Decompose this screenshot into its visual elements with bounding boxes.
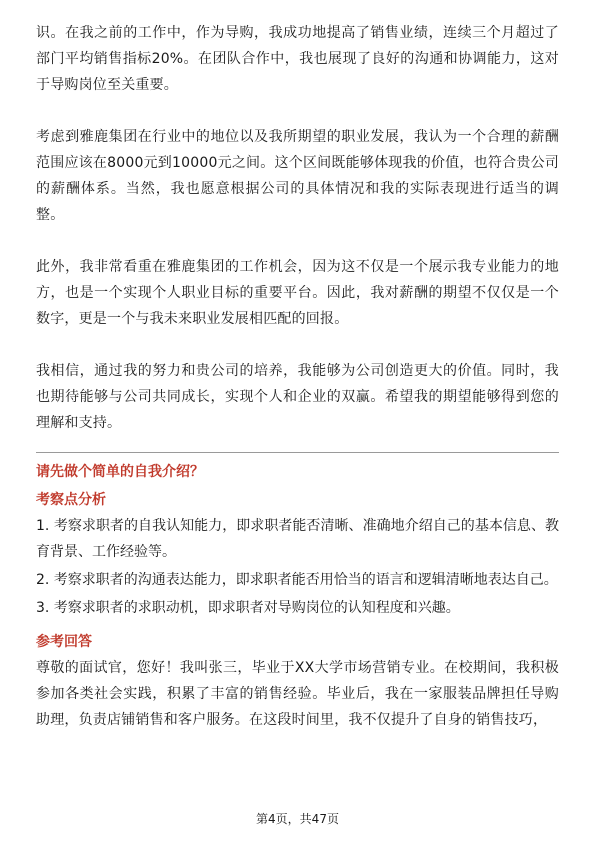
analysis-point: 3. 考察求职者的求职动机，即求职者对导购岗位的认知程度和兴趣。 [36, 600, 460, 616]
document-page [36, 20, 559, 733]
answer-text: 尊敬的面试官，您好！我叫张三，毕业于XX大学市场营销专业。在校期间，我积极参加各类社会实践，积累了丰富的销售经验。毕业后，我在一家服装品牌担任导购助理，负责店铺销售和客户服务。在这段时间里，我不仅提升了自身的销售技巧， [36, 660, 559, 728]
analysis-point: 1. 考察求职者的自我认知能力，即求职者能否清晰、准确地介绍自己的基本信息、教育背景、工作经验等。 [36, 518, 559, 560]
paragraph-salary-range: 考虑到雅鹿集团在行业中的地位以及我所期望的职业发展，我认为一个合理的薪酬范围应该在8000元到10000元之间。这个区间既能够体现我的价值，也符合贵公司的薪酬体系。当然，我也愿意根据公司的具体情况和我的实际表现进行适当的调整。 [36, 129, 559, 223]
question-title: 请先做个简单的自我介绍？ [36, 464, 204, 480]
analysis-heading: 考察点分析 [36, 492, 106, 508]
analysis-point: 2. 考察求职者的沟通表达能力，即求职者能否用恰当的语言和逻辑清晰地表达自己。 [36, 572, 558, 588]
answer-heading: 参考回答 [36, 634, 92, 650]
paragraph-experience: 识。在我之前的工作中，作为导购，我成功地提高了销售业绩，连续三个月超过了部门平均销售指标20%。在团队合作中，我也展现了良好的沟通和协调能力，这对于导购岗位至关重要。 [36, 25, 559, 93]
page-number: 第4页，共47页 [256, 812, 339, 826]
paragraph-opportunity: 此外，我非常看重在雅鹿集团的工作机会，因为这不仅是一个展示我专业能力的地方，也是一个实现个人职业目标的重要平台。因此，我对薪酬的期望不仅仅是一个数字，更是一个与我未来职业发展相匹配的回报。 [36, 259, 559, 327]
paragraph-closing: 我相信，通过我的努力和贵公司的培养，我能够为公司创造更大的价值。同时，我也期待能够与公司共同成长，实现个人和企业的双赢。希望我的期望能够得到您的理解和支持。 [36, 363, 559, 431]
